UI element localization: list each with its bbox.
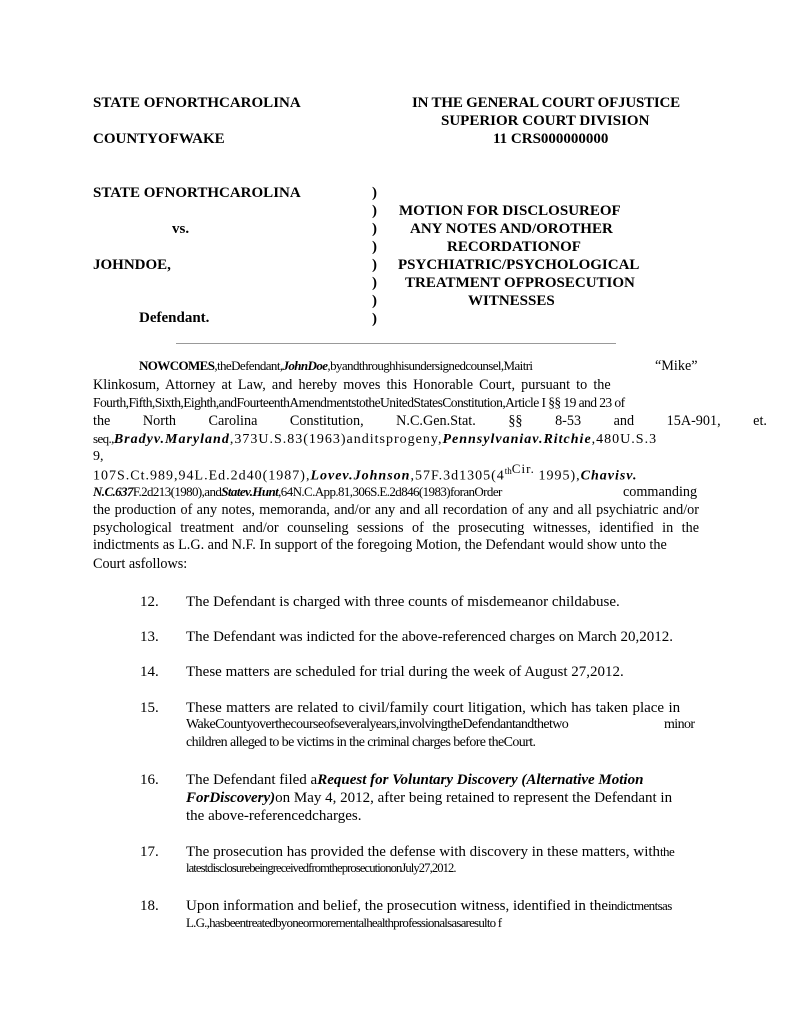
item-text: The Defendant is charged with three counts of misdemeanor childabuse.: [186, 594, 620, 610]
item-number: 12.: [140, 594, 159, 610]
item-text: children alleged to be victims in the criminal charges before theCourt.: [186, 735, 536, 750]
counsel-nickname: “Mike”: [655, 358, 698, 374]
item-number: 17.: [140, 844, 159, 860]
state-heading: STATE OFNORTHCAROLINA: [93, 95, 301, 111]
item-text: latestdisclosurebeingreceivedfromtheprosecutiononJuly27,2012.: [186, 861, 456, 875]
item-text: minor: [664, 717, 695, 732]
now-comes: NOWCOMES: [139, 358, 215, 373]
item-text: Upon information and belief, the prosecution witness, identified in theindictmentsas: [186, 898, 672, 914]
caption-paren: ): [372, 293, 377, 309]
caption-paren: ): [372, 221, 377, 237]
court-name: IN THE GENERAL COURT OFJUSTICE: [412, 95, 680, 111]
item-text: the above-referencedcharges.: [186, 808, 362, 824]
caption-paren: ): [372, 239, 377, 255]
item-number: 13.: [140, 629, 159, 645]
defendant-name: JohnDoe: [282, 358, 328, 373]
item-number: 18.: [140, 898, 159, 914]
item-text: ForDiscovery)on May 4, 2012, after being retained to represent the Defendant in: [186, 790, 673, 806]
court-division: SUPERIOR COURT DIVISION: [441, 113, 650, 129]
intro-line-8: N.C.637F.2d213(1980),andStatev.Hunt,64N.C.App.81,306S.E.2d846(1983)foranOrder: [93, 484, 502, 499]
defendant-label: Defendant.: [139, 310, 210, 326]
motion-title-line: MOTION FOR DISCLOSUREOF: [399, 203, 621, 219]
item-text: The Defendant filed aRequest for Voluntary Discovery (Alternative Motion: [186, 772, 644, 788]
intro-line-2: Klinkosum, Attorney at Law, and hereby moves this Honorable Court, pursuant to the: [93, 377, 611, 393]
caption-divider: [176, 343, 616, 344]
caption-paren: ): [372, 311, 377, 327]
caption-paren: ): [372, 185, 377, 201]
intro-body: the production of any notes, memoranda, and/or any and all recordation of any and all psychiatric and/or psychological treatment and/or counseling sessions of the prosecuting witnesses, identified in the indictments as L.G. and N.F. In support of the foregoing Motion, the Defendant would show unto the: [93, 502, 699, 554]
county-heading: COUNTYOFWAKE: [93, 131, 225, 147]
caption-paren: ): [372, 275, 377, 291]
item-text: The prosecution has provided the defense with discovery in these matters, withthe: [186, 844, 675, 860]
item-number: 15.: [140, 700, 159, 716]
intro-line-3: Fourth,Fifth,Sixth,Eighth,andFourteenthAmendmentstotheUnitedStatesConstitution,Article I §§ 19 and 23 of: [93, 395, 625, 410]
intro-line-6: 9,: [93, 449, 104, 464]
case-chavis: Chavisv.: [580, 468, 638, 484]
case-ritchie: Pennsylvaniav.Ritchie: [442, 432, 592, 447]
caption-paren: ): [372, 203, 377, 219]
case-number: 11 CRS000000000: [493, 131, 609, 147]
intro-line-5: seq.,Bradyv.Maryland,373U.S.83(1963)anditsprogeny,Pennsylvaniav.Ritchie,480U.S.3: [93, 431, 658, 447]
case-hunt: Statev.Hunt: [221, 484, 279, 499]
case-love: Lovev.Johnson: [310, 468, 411, 484]
item-number: 16.: [140, 772, 159, 788]
motion-title-line: ANY NOTES AND/OROTHER: [410, 221, 613, 237]
motion-title-line: PSYCHIATRIC/PSYCHOLOGICAL: [398, 257, 640, 273]
motion-title-line: TREATMENT OFPROSECUTION: [405, 275, 635, 291]
motion-title-line: RECORDATIONOF: [447, 239, 581, 255]
item-text: The Defendant was indicted for the above-referenced charges on March 20,2012.: [186, 629, 674, 645]
party-state: STATE OFNORTHCAROLINA: [93, 185, 301, 201]
item-number: 14.: [140, 664, 159, 680]
case-brady: Bradyv.Maryland: [113, 432, 230, 447]
versus-label: vs.: [172, 221, 190, 237]
item-text: These matters are scheduled for trial during the week of August 27,2012.: [186, 664, 624, 680]
intro-line-1: NOWCOMES,theDefendant,JohnDoe,byandthroughhisundersignedcounsel,Maitri: [139, 358, 533, 373]
motion-title-line: WITNESSES: [468, 293, 555, 309]
intro-line-4: the North Carolina Constitution, N.C.Gen.Stat. §§ 8-53 and 15A-901, et.: [93, 413, 767, 429]
intro-line-7: 107S.Ct.989,94L.Ed.2d40(1987),Lovev.Johnson,57F.3d1305(4thCir. 1995),Chavisv.: [93, 460, 638, 484]
item-text: WakeCountyoverthecourseofseveralyears,involvingtheDefendantandthetwo: [186, 717, 569, 732]
discovery-request-title: Request for Voluntary Discovery (Alternative Motion: [317, 772, 644, 788]
item-text: These matters are related to civil/family court litigation, which has taken place in: [186, 700, 681, 716]
caption-paren: ): [372, 257, 377, 273]
party-defendant: JOHNDOE,: [93, 257, 171, 273]
intro-last-line: Court asfollows:: [93, 556, 188, 572]
intro-line-8-end: commanding: [623, 484, 698, 500]
item-text: L.G.,hasbeentreatedbyoneormorementalhealthprofessionalsasaresulto f: [186, 915, 502, 930]
